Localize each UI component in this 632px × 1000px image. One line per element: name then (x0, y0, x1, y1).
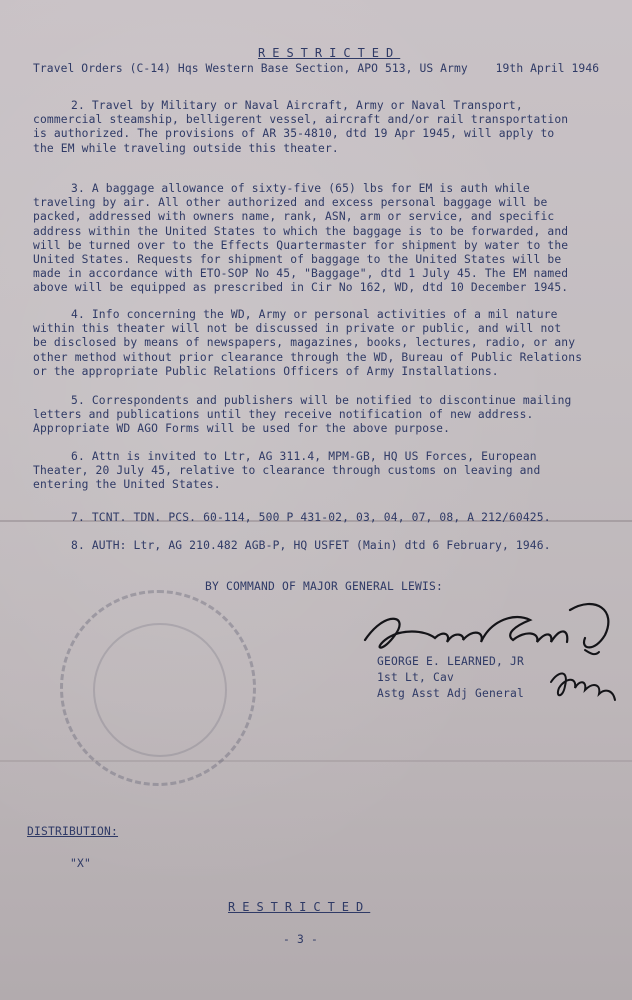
text-line: other method without prior clearance through the WD, Bureau of Public Relations (33, 350, 583, 364)
paragraph-3 (33, 182, 613, 296)
text-line: Appropriate WD AGO Forms will be used for the above purpose. (33, 422, 451, 436)
text-line: United States. Requests for shipment of baggage to the United States will be (33, 253, 562, 267)
header-title-line (33, 62, 599, 76)
paragraph-4 (33, 308, 613, 379)
seal-inner-ring (93, 623, 227, 757)
text-line: is authorized. The provisions of AR 35-4810, dtd 19 Apr 1945, will apply to (33, 127, 555, 141)
distribution-label: DISTRIBUTION: (27, 825, 119, 838)
text-line: entering the United States. (33, 478, 221, 492)
signer-name: GEORGE E. LEARNED, JR (377, 655, 525, 668)
text-line: be disclosed by means of newspapers, magazines, books, lectures, radio, or any (33, 336, 576, 350)
text-line: traveling by air. All other authorized and excess personal baggage will be (33, 196, 548, 210)
text-line: will be turned over to the Effects Quartermaster for shipment by water to the (33, 238, 569, 252)
text-line: 5. Correspondents and publishers will be notified to discontinue mailing (71, 394, 572, 407)
distribution-value: "X" (70, 857, 92, 870)
text-line: within this theater will not be discussed in private or public, and will not (33, 322, 562, 336)
text-line: commercial steamship, belligerent vessel, aircraft and/or rail transportation (33, 113, 569, 127)
paragraph-5 (33, 394, 613, 437)
text-line: address within the United States to which the baggage is to be forwarded, and (33, 224, 569, 238)
paragraph-6 (33, 450, 613, 493)
page-number: - 3 - (283, 933, 319, 946)
text-line: above will be equipped as prescribed in Cir No 162, WD, dtd 10 December 1945. (33, 281, 569, 295)
text-line: 4. Info concerning the WD, Army or personal activities of a mil nature (71, 308, 558, 321)
footer-classification: RESTRICTED (228, 900, 371, 914)
text-line: 2. Travel by Military or Naval Aircraft, Army or Naval Transport, (71, 99, 523, 112)
text-line: 3. A baggage allowance of sixty-five (65) lbs for EM is auth while (71, 182, 530, 195)
command-line: BY COMMAND OF MAJOR GENERAL LEWIS: (205, 580, 444, 593)
signer-title: Astg Asst Adj General (377, 687, 525, 700)
header-classification: RESTRICTED (258, 46, 401, 60)
text-line: the EM while traveling outside this theater. (33, 141, 339, 155)
official-seal-stamp (60, 590, 256, 786)
text-line: made in accordance with ETO-SOP No 45, "Baggage", dtd 1 July 45. The EM named (33, 267, 569, 281)
text-line: Theater, 20 July 45, relative to clearance through customs on leaving and (33, 464, 541, 478)
paragraph-8 (33, 539, 613, 553)
orders-title: Travel Orders (C-14) Hqs Western Base Section, APO 513, US Army (33, 62, 468, 75)
text-line: or the appropriate Public Relations Officers of Army Installations. (33, 364, 499, 378)
orders-date: 19th April 1946 (495, 62, 600, 75)
paragraph-7 (33, 511, 613, 525)
text-line: 8. AUTH: Ltr, AG 210.482 AGB-P, HQ USFET (Main) dtd 6 February, 1946. (71, 539, 551, 552)
paragraph-2 (33, 99, 613, 156)
signer-rank: 1st Lt, Cav (377, 671, 455, 684)
text-line: packed, addressed with owners name, rank, ASN, arm or service, and specific (33, 210, 555, 224)
text-line: 7. TCNT. TDN. PCS. 60-114, 500 P 431-02, 03, 04, 07, 08, A 212/60425. (71, 511, 551, 524)
text-line: letters and publications until they receive notification of new address. (33, 408, 534, 422)
text-line: 6. Attn is invited to Ltr, AG 311.4, MPM-GB, HQ US Forces, European (71, 450, 537, 463)
